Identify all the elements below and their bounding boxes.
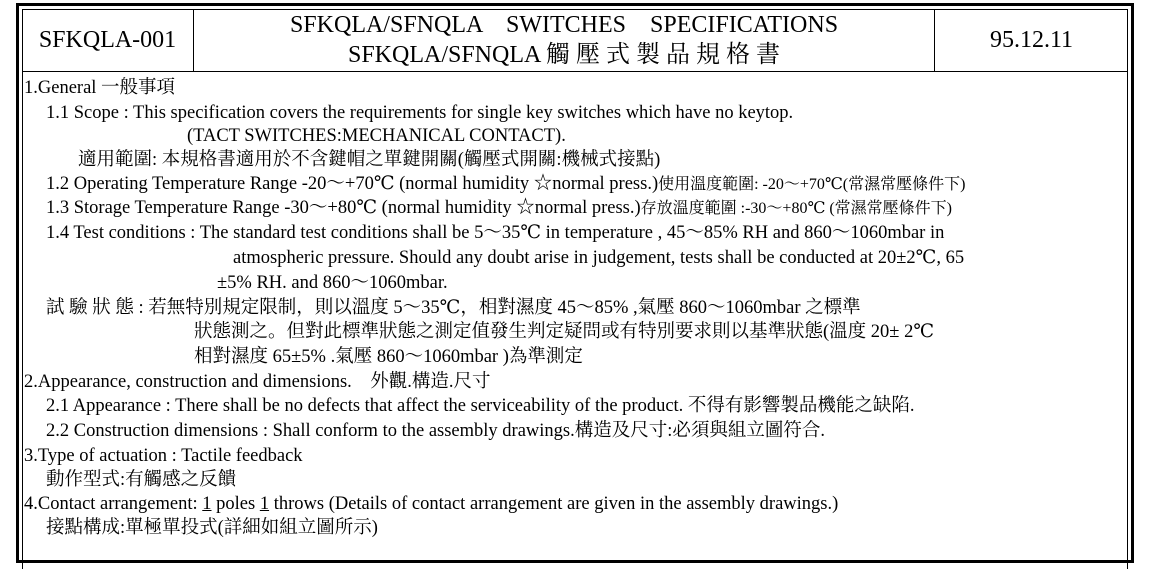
poles-label: poles — [211, 494, 260, 514]
section-4-heading — [24, 492, 838, 516]
contact-label: 4.Contact arrangement: — [24, 494, 203, 514]
section-1-heading: 1.General 一般事項 — [24, 78, 176, 98]
storage-temp — [46, 196, 952, 221]
test-conditions-2: atmospheric pressure. Should any doubt arise in judgement, tests shall be conducted at 20±2℃, 65 — [233, 248, 965, 268]
operating-temp-en: 1.2 Operating Temperature Range -20～+70℃ (normal humidity ☆normal press.) — [46, 174, 659, 194]
actuation-zh: 動作型式:有觸感之反饋 — [46, 470, 237, 490]
scope-line: 1.1 Scope : This specification covers the requirements for single key switches which have no keytop. — [46, 103, 794, 123]
operating-temp-zh: 使用溫度範圍: -20～+70℃(常濕常壓條件下) — [658, 176, 966, 193]
throws-count: 1 — [259, 494, 270, 514]
contact-zh: 接點構成:單極單投式(詳細如組立圖所示) — [46, 518, 378, 538]
storage-temp-zh: 存放溫度範圍 :-30～+80℃ (常濕常壓條件下) — [640, 200, 952, 217]
title-line-2: SFKQLA/SFNQLA 觸 壓 式 製 品 規 格 書 — [347, 42, 781, 68]
operating-temp — [46, 172, 965, 197]
doc-date: 95.12.11 — [989, 26, 1074, 53]
test-conditions: 1.4 Test conditions : The standard test conditions shall be 5～35℃ in temperature , 45～85% RH and 860～1060mbar in — [46, 223, 945, 243]
appearance-line: 2.1 Appearance : There shall be no defects that affect the serviceability of the product. 不得有影響製品機能之缺陷. — [46, 396, 915, 416]
construction-line: 2.2 Construction dimensions : Shall conform to the assembly drawings.構造及尺寸:必須與組立圖符合. — [46, 421, 826, 441]
scope-line-2: (TACT SWITCHES:MECHANICAL CONTACT). — [187, 126, 566, 146]
title-line-1: SFKQLA/SFNQLA SWITCHES SPECIFICATIONS — [289, 12, 839, 38]
throws-label: throws (Details of contact arrangement are given in the assembly drawings.) — [269, 494, 839, 514]
section-2-heading: 2.Appearance, construction and dimensions. 外觀.構造.尺寸 — [24, 372, 491, 392]
scope-chinese: 適用範圍: 本規格書適用於不含鍵帽之單鍵開關(觸壓式開關:機械式接點) — [78, 150, 661, 170]
poles-count: 1 — [202, 494, 212, 514]
test-conditions-3: ±5% RH. and 860～1060mbar. — [217, 273, 448, 293]
doc-code: SFKQLA-001 — [22, 9, 194, 71]
test-state-zh-3: 相對濕度 65±5% .氣壓 860～1060mbar )為準測定 — [194, 347, 583, 367]
test-state-zh-2: 狀態測之。但對此標準狀態之測定值發生判定疑問或有特別要求則以基準狀態(溫度 20± 2℃ — [194, 322, 935, 342]
section-3-heading: 3.Type of actuation : Tactile feedback — [24, 446, 303, 466]
header-row — [22, 9, 1128, 72]
storage-temp-en: 1.3 Storage Temperature Range -30～+80℃ (normal humidity ☆normal press.) — [46, 198, 641, 218]
doc-title — [194, 9, 935, 71]
test-state-zh: 試 驗 狀 態 : 若無特別規定限制，則以溫度 5～35℃，相對濕度 45～85% ,氣壓 860～1060mbar 之標準 — [46, 298, 861, 318]
